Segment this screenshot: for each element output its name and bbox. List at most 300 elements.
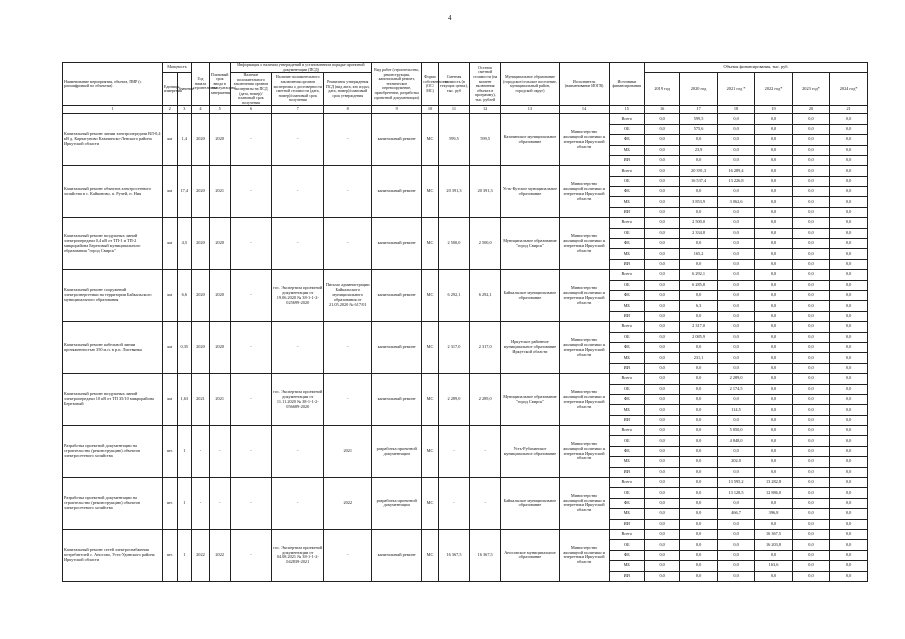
object-estimate-cost: 2 289,0 [438,374,469,426]
source-label: ФБ [609,446,644,456]
funding-value: 0,0 [792,197,829,207]
object-work-type: капитальный ремонт [372,529,422,581]
object-unit: км [162,218,177,270]
object-work-type: разработка проектной документации [372,478,422,530]
funding-value: 0,0 [644,509,679,519]
funding-value: 16 203,8 [755,540,792,550]
object-cost-conclusion: - [272,114,324,166]
funding-value: 0,0 [830,446,868,456]
object-value: 17,4 [177,166,192,218]
column-number: 11 [438,106,469,114]
funding-value: 0,0 [644,488,679,498]
funding-value: 0,0 [792,457,829,467]
object-approval: 2021 [324,426,372,478]
funding-value: 0,0 [680,363,717,373]
funding-value: 0,0 [830,363,868,373]
funding-value: 0,0 [755,187,792,197]
funding-value: 0,0 [792,519,829,529]
funding-value: 0,0 [680,207,717,217]
object-conclusion: - [230,114,272,166]
object-value: 1,63 [177,374,192,426]
source-label: Всего [609,166,644,176]
funding-value: 0,0 [717,114,754,124]
funding-value: 0,0 [792,155,829,165]
funding-value: 0,0 [792,529,829,539]
funding-value: 0,0 [644,218,679,228]
source-label: Всего [609,322,644,332]
source-label: ИИ [609,415,644,425]
object-municipality: Иркутское районное муниципальное образование Иркутской области [501,322,559,374]
funding-value: 0,0 [717,446,754,456]
funding-value: 0,0 [717,239,754,249]
funding-value: 0,0 [680,342,717,352]
funding-value: 0,0 [792,342,829,352]
funding-value: 0,0 [755,259,792,269]
funding-value: 0,0 [830,571,868,581]
funding-value: 0,0 [644,311,679,321]
object-plan-term: 2021 [209,166,230,218]
funding-value: 0,0 [644,166,679,176]
object-unit: шт. [162,478,177,530]
funding-value: 0,0 [830,519,868,529]
funding-value: 0,0 [755,301,792,311]
funding-value: 0,0 [680,540,717,550]
funding-value: 0,0 [830,322,868,332]
object-ownership: МС [422,478,439,530]
source-label: МБ [609,509,644,519]
object-value: 1 [177,426,192,478]
header-executor: Исполнитель (наименование ИОГВ) [559,63,609,106]
object-name: Разработка проектной документации на строительство (реконструкцию) объектов электросетевого хозяйства [63,426,163,478]
funding-value: 0,0 [755,426,792,436]
object-plan-term: 2020 [209,322,230,374]
funding-value: 0,0 [830,467,868,477]
funding-value: 0,0 [644,529,679,539]
funding-value: 0,0 [830,426,868,436]
header-positive-conclusion: Наличие положительного заключения органов экспертизы на ПСД (дата, номер)/плановый срок получения [230,73,272,106]
funding-value: 0,0 [792,239,829,249]
source-label: МБ [609,353,644,363]
object-work-type: капитальный ремонт [372,374,422,426]
funding-value: 0,0 [680,135,717,145]
funding-value: 0,0 [717,467,754,477]
column-number: 19 [755,106,792,114]
funding-value: 0,0 [830,114,868,124]
funding-value: 0,0 [792,176,829,186]
funding-value: 2 085,9 [680,332,717,342]
object-name: Капитальный ремонт кабельной линии протяженностью 350 м.п. в р.п. Листвянка [63,322,163,374]
funding-value: 0,0 [717,155,754,165]
funding-value: 0,0 [792,436,829,446]
object-conclusion: - [230,166,272,218]
funding-value: 0,0 [792,550,829,560]
funding-value: 0,0 [717,259,754,269]
source-label: Всего [609,270,644,280]
source-label: ОБ [609,384,644,394]
funding-value: 0,0 [644,436,679,446]
header-remaining-cost: Остаток сметной стоимости (на момент включения объекта в программу), тыс. рублей [470,63,501,106]
object-remaining-cost: 2 500,0 [470,218,501,270]
funding-value: 0,0 [680,374,717,384]
funding-value: 0,0 [792,114,829,124]
funding-value: 0,0 [830,509,868,519]
funding-value: 0,0 [755,176,792,186]
funding-value: 0,0 [644,550,679,560]
table-row [63,166,868,176]
funding-value: 0,0 [792,405,829,415]
source-label: ФБ [609,550,644,560]
source-label: ИИ [609,571,644,581]
object-work-type: капитальный ремонт [372,218,422,270]
funding-value: 0,0 [830,488,868,498]
funding-value: 0,0 [644,571,679,581]
object-year-start: - [192,426,210,478]
funding-value: 0,0 [680,311,717,321]
funding-value: 0,0 [755,498,792,508]
funding-value: 2 334,8 [680,228,717,238]
funding-value: 0,0 [792,259,829,269]
column-number: 16 [644,106,679,114]
funding-value: 2 317,0 [680,322,717,332]
funding-value: 0,0 [717,311,754,321]
column-number: 1 [63,106,163,114]
object-remaining-cost: 20 391,3 [470,166,501,218]
funding-value: 0,0 [680,550,717,560]
funding-value: 0,0 [830,270,868,280]
funding-value: 0,0 [755,332,792,342]
funding-value: 0,0 [830,197,868,207]
column-number: 7 [272,106,324,114]
funding-value: 0,0 [830,457,868,467]
source-label: Всего [609,426,644,436]
funding-value: 0,0 [792,478,829,488]
funding-value: 0,0 [717,529,754,539]
object-unit: км [162,166,177,218]
funding-value: 0,0 [680,290,717,300]
object-work-type: капитальный ремонт [372,270,422,322]
header-plan-term: Плановый срок ввода в эксплуатацию/завершения [209,63,230,106]
funding-value: 0,0 [830,187,868,197]
funding-value: 0,0 [644,457,679,467]
funding-value: 0,0 [755,311,792,321]
funding-value: 0,0 [680,498,717,508]
object-year-start: 2020 [192,218,210,270]
object-cost-conclusion: - [272,218,324,270]
page-number: 4 [448,14,452,22]
source-label: ИИ [609,363,644,373]
table-row [63,374,868,384]
funding-value: 0,0 [680,457,717,467]
funding-value: 0,0 [717,322,754,332]
column-number: 20 [792,106,829,114]
object-ownership: МС [422,374,439,426]
object-conclusion: - [230,270,272,322]
source-label: МБ [609,197,644,207]
object-municipality: Байкальское муниципальное образование [501,270,559,322]
object-remaining-cost: 6 292,1 [470,270,501,322]
object-ownership: МС [422,426,439,478]
funding-value: 0,0 [830,353,868,363]
object-year-start: 2022 [192,529,210,581]
object-approval: - [324,322,372,374]
source-label: МБ [609,249,644,259]
funding-value: 0,0 [644,363,679,373]
funding-value: 0,0 [830,498,868,508]
object-estimate-cost: - [438,426,469,478]
column-number: 3 [177,106,192,114]
funding-value: 0,0 [830,218,868,228]
funding-value: 0,0 [680,155,717,165]
source-label: ФБ [609,498,644,508]
object-conclusion: - [230,478,272,530]
object-executor: Министерство жилищной политики и энергетики Иркутской области [559,114,609,166]
object-plan-term: 2021 [209,374,230,426]
object-value: 1 [177,529,192,581]
object-name: Капитальный ремонт сооружений электроэнергетики на территории Байкальского муниципального образования [63,270,163,322]
funding-value: 0,0 [755,290,792,300]
column-number: 14 [559,106,609,114]
header-year-2021: 2021 год * [717,73,754,106]
funding-value: 0,0 [830,415,868,425]
funding-value: 0,0 [792,415,829,425]
object-estimate-cost: 6 292,1 [438,270,469,322]
funding-value: 0,0 [755,114,792,124]
object-plan-term: - [209,478,230,530]
funding-value: 0,0 [792,384,829,394]
funding-value: 0,0 [717,498,754,508]
funding-value: 0,0 [680,571,717,581]
object-conclusion: - [230,426,272,478]
source-label: МБ [609,561,644,571]
source-label: ИИ [609,311,644,321]
header-year-2022: 2022 год* [755,73,792,106]
funding-value: 23,9 [680,145,717,155]
funding-value: 0,0 [792,187,829,197]
funding-value: 396,8 [755,509,792,519]
funding-value: 0,0 [717,561,754,571]
funding-value: 6 285,8 [680,280,717,290]
funding-value: 6 292,1 [680,270,717,280]
object-cost-conclusion: гос. Экспертиза проектной документации от 19.06.2020 № 38-1-1-2-025699-2020 [272,270,324,322]
column-number: 15 [609,106,644,114]
funding-value: 466,7 [717,509,754,519]
funding-value: 0,0 [644,270,679,280]
funding-value: 0,0 [792,311,829,321]
object-approval: - [324,218,372,270]
funding-value: 0,0 [755,322,792,332]
funding-value: 0,0 [644,290,679,300]
funding-value: 0,0 [680,467,717,477]
header-capacity: Мощность [162,63,191,73]
object-remaining-cost: 2 317,0 [470,322,501,374]
funding-value: 0,0 [830,529,868,539]
funding-value: 0,0 [830,145,868,155]
object-executor: Министерство жилищной политики и энергетики Иркутской области [559,322,609,374]
funding-value: 0,0 [792,332,829,342]
object-plan-term: - [209,426,230,478]
funding-value: 0,0 [717,550,754,560]
funding-value: 0,0 [644,301,679,311]
funding-value: 0,0 [717,342,754,352]
object-work-type: разработка проектной документации [372,426,422,478]
object-ownership: МС [422,218,439,270]
source-label: ИИ [609,519,644,529]
funding-value: 0,0 [792,280,829,290]
object-executor: Министерство жилищной политики и энергетики Иркутской области [559,529,609,581]
object-name: Капитальный ремонт воздушных линий электропередачи 0,4 кВ от ТП-1 и ТП-2 микрорайона Березовый муниципального образования "город Свирск" [63,218,163,270]
source-label: МБ [609,457,644,467]
funding-value: 0,0 [680,187,717,197]
source-label: ФБ [609,135,644,145]
source-label: ОБ [609,280,644,290]
funding-value: 0,0 [755,550,792,560]
funding-value: 0,0 [755,467,792,477]
funding-value: 0,0 [792,207,829,217]
funding-value: 0,0 [792,363,829,373]
column-number: 10 [422,106,439,114]
funding-value: 0,0 [792,353,829,363]
funding-value: 0,0 [755,124,792,134]
funding-value: 0,0 [792,467,829,477]
object-name: Капитальный ремонт объектов электросетевого хозяйства в с. Кайконово, п. Ручей, п. Ния [63,166,163,218]
program-table [62,62,868,582]
column-number: 2 [162,106,177,114]
object-municipality: Муниципальное образование "город Свирск" [501,218,559,270]
object-conclusion: - [230,322,272,374]
header-value: Значение [177,73,192,106]
object-municipality: Байкальское муниципальное образование [501,478,559,530]
funding-value: 0,0 [755,457,792,467]
object-executor: Министерство жилищной политики и энергетики Иркутской области [559,374,609,426]
funding-value: 3 062,6 [717,197,754,207]
funding-value: 0,0 [680,436,717,446]
funding-value: 0,0 [830,259,868,269]
source-label: ОБ [609,228,644,238]
funding-value: 0,0 [755,145,792,155]
funding-value: 0,0 [830,436,868,446]
funding-value: 0,0 [680,529,717,539]
funding-value: 0,0 [644,145,679,155]
source-label: МБ [609,301,644,311]
funding-value: 0,0 [644,114,679,124]
funding-value: 0,0 [644,155,679,165]
object-unit: км [162,322,177,374]
funding-value: 0,0 [644,197,679,207]
funding-value: 0,0 [680,415,717,425]
funding-value: 16 537,4 [680,176,717,186]
funding-value: 0,0 [830,155,868,165]
funding-value: 0,0 [830,561,868,571]
object-conclusion: - [230,218,272,270]
object-estimate-cost: 599,5 [438,114,469,166]
object-estimate-cost: 20 391,3 [438,166,469,218]
funding-value: 0,0 [755,363,792,373]
funding-value: 0,0 [792,166,829,176]
funding-value: 0,0 [644,353,679,363]
funding-value: 0,0 [792,249,829,259]
object-plan-term: 2020 [209,218,230,270]
funding-value: 0,0 [755,207,792,217]
object-remaining-cost: 599,5 [470,114,501,166]
funding-value: 0,0 [830,301,868,311]
funding-value: 0,0 [717,540,754,550]
funding-value: 0,0 [792,498,829,508]
funding-value: 0,0 [644,467,679,477]
funding-value: 0,0 [830,290,868,300]
object-approval: - [324,374,372,426]
funding-value: 0,0 [792,124,829,134]
funding-value: 575,6 [680,124,717,134]
funding-value: 0,0 [644,394,679,404]
source-label: ИИ [609,259,644,269]
funding-value: 0,0 [792,322,829,332]
object-cost-conclusion: - [272,478,324,530]
source-label: МБ [609,405,644,415]
object-executor: Министерство жилищной политики и энергетики Иркутской области [559,218,609,270]
funding-value: 0,0 [755,353,792,363]
header-municipality: Муниципальное образование (городское/сельское поселение, муниципальный район, городской округ) [501,63,559,106]
header-year-2024: 2024 год* [830,73,868,106]
funding-value: 0,0 [830,374,868,384]
funding-value: 165,2 [680,249,717,259]
funding-value: 0,0 [680,239,717,249]
source-label: ИИ [609,155,644,165]
funding-value: 0,0 [717,353,754,363]
header-name: Наименование мероприятия, объекта, ПИР (с расшифровкой по объектам) [63,63,163,106]
object-work-type: капитальный ремонт [372,322,422,374]
funding-value: 0,0 [830,124,868,134]
funding-value: 2 174,5 [717,384,754,394]
source-label: ИИ [609,467,644,477]
object-conclusion: - [230,374,272,426]
funding-value: 0,0 [755,249,792,259]
funding-value: 0,0 [644,322,679,332]
object-approval: 2022 [324,478,372,530]
funding-value: 0,0 [717,270,754,280]
funding-value: 0,0 [755,519,792,529]
source-label: Всего [609,478,644,488]
funding-value: 12 886,0 [755,488,792,498]
funding-value: 13 282,8 [755,478,792,488]
source-label: ОБ [609,436,644,446]
funding-value: 0,0 [830,166,868,176]
header-funding: Объемы финансирования, тыс. руб. [644,63,867,73]
object-executor: Министерство жилищной политики и энергетики Иркутской области [559,478,609,530]
funding-value: 0,0 [755,436,792,446]
source-label: ФБ [609,187,644,197]
funding-value: 0,0 [792,394,829,404]
object-name: Капитальный ремонт линии электропередачи ВЛ-0,4 кВ д. Карчагуново Казачинско-Ленского района Иркутской области [63,114,163,166]
object-unit: шт. [162,529,177,581]
object-executor: Министерство жилищной политики и энергетики Иркутской области [559,270,609,322]
column-number: 17 [680,106,717,114]
funding-value: 0,0 [755,571,792,581]
column-number: 6 [230,106,272,114]
table-row [63,322,868,332]
funding-value: 0,0 [680,259,717,269]
funding-value: 0,0 [717,363,754,373]
object-unit: км [162,374,177,426]
funding-value: 0,0 [830,176,868,186]
object-municipality: Муниципальное образование "город Свирск" [501,374,559,426]
funding-value: 0,0 [644,176,679,186]
object-unit: шт. [162,426,177,478]
funding-value: 0,0 [792,228,829,238]
funding-value: 2 500,0 [680,218,717,228]
column-number: 4 [192,106,210,114]
table-row [63,478,868,488]
funding-value: 0,0 [644,384,679,394]
